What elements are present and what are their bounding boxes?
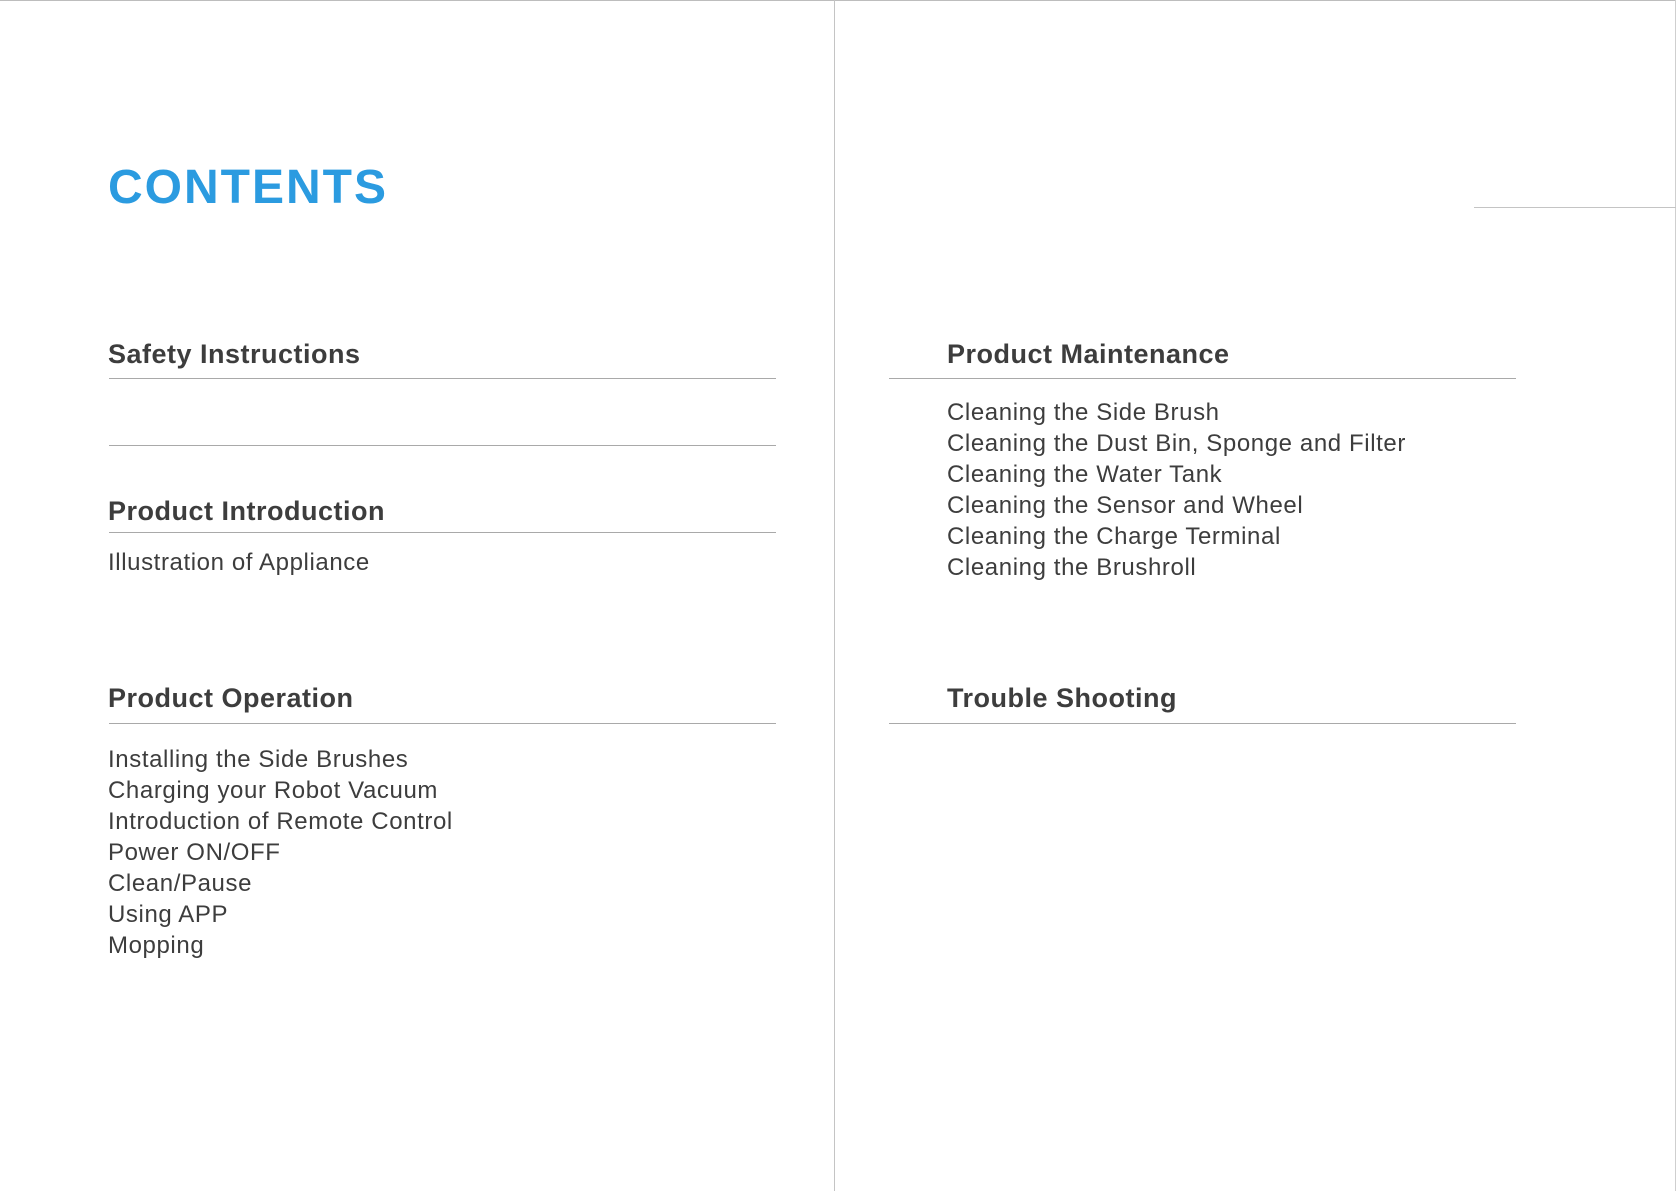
section-product-maintenance (947, 337, 1230, 371)
page-right-edge (1675, 0, 1676, 1191)
toc-entry[interactable]: Charging your Robot Vacuum (108, 777, 438, 804)
toc-entry[interactable]: Mopping (108, 932, 205, 959)
section-heading-operation[interactable]: Product Operation (108, 683, 354, 713)
section-heading-introduction[interactable]: Product Introduction (108, 496, 385, 526)
toc-entry[interactable]: Cleaning the Sensor and Wheel (947, 492, 1304, 519)
contents-title: CONTENTS (108, 161, 388, 214)
operation-heading-rule (109, 723, 776, 724)
troubleshooting-heading-rule (889, 723, 1516, 724)
toc-entry[interactable]: Installing the Side Brushes (108, 746, 409, 773)
introduction-heading-rule (109, 532, 776, 533)
section-heading-safety[interactable]: Safety Instructions (108, 339, 361, 369)
section-safety-instructions (108, 337, 361, 371)
safety-heading-rule (109, 378, 776, 379)
toc-entry[interactable]: Power ON/OFF (108, 839, 281, 866)
page-top-border (0, 0, 1676, 1)
toc-entry[interactable]: Cleaning the Side Brush (947, 399, 1220, 426)
maintenance-entry-list (947, 397, 1406, 583)
toc-entry[interactable]: Illustration of Appliance (108, 549, 370, 576)
toc-entry[interactable]: Introduction of Remote Control (108, 808, 453, 835)
operation-entry-list (108, 744, 453, 961)
section-product-introduction (108, 494, 385, 528)
corner-decorative-rule (1474, 207, 1676, 208)
section-heading-maintenance[interactable]: Product Maintenance (947, 339, 1230, 369)
toc-entry[interactable]: Cleaning the Brushroll (947, 554, 1197, 581)
section-product-operation (108, 681, 354, 715)
introduction-entry-list (108, 547, 370, 578)
section-heading-troubleshooting[interactable]: Trouble Shooting (947, 683, 1177, 713)
toc-entry[interactable]: Cleaning the Water Tank (947, 461, 1223, 488)
toc-entry[interactable]: Cleaning the Charge Terminal (947, 523, 1281, 550)
toc-entry[interactable]: Clean/Pause (108, 870, 253, 897)
toc-entry[interactable]: Cleaning the Dust Bin, Sponge and Filter (947, 430, 1406, 457)
toc-entry[interactable]: Using APP (108, 901, 229, 928)
page-spine-divider (834, 0, 835, 1191)
maintenance-heading-rule (889, 378, 1516, 379)
safety-section-end-rule (109, 445, 776, 446)
section-trouble-shooting (947, 681, 1177, 715)
